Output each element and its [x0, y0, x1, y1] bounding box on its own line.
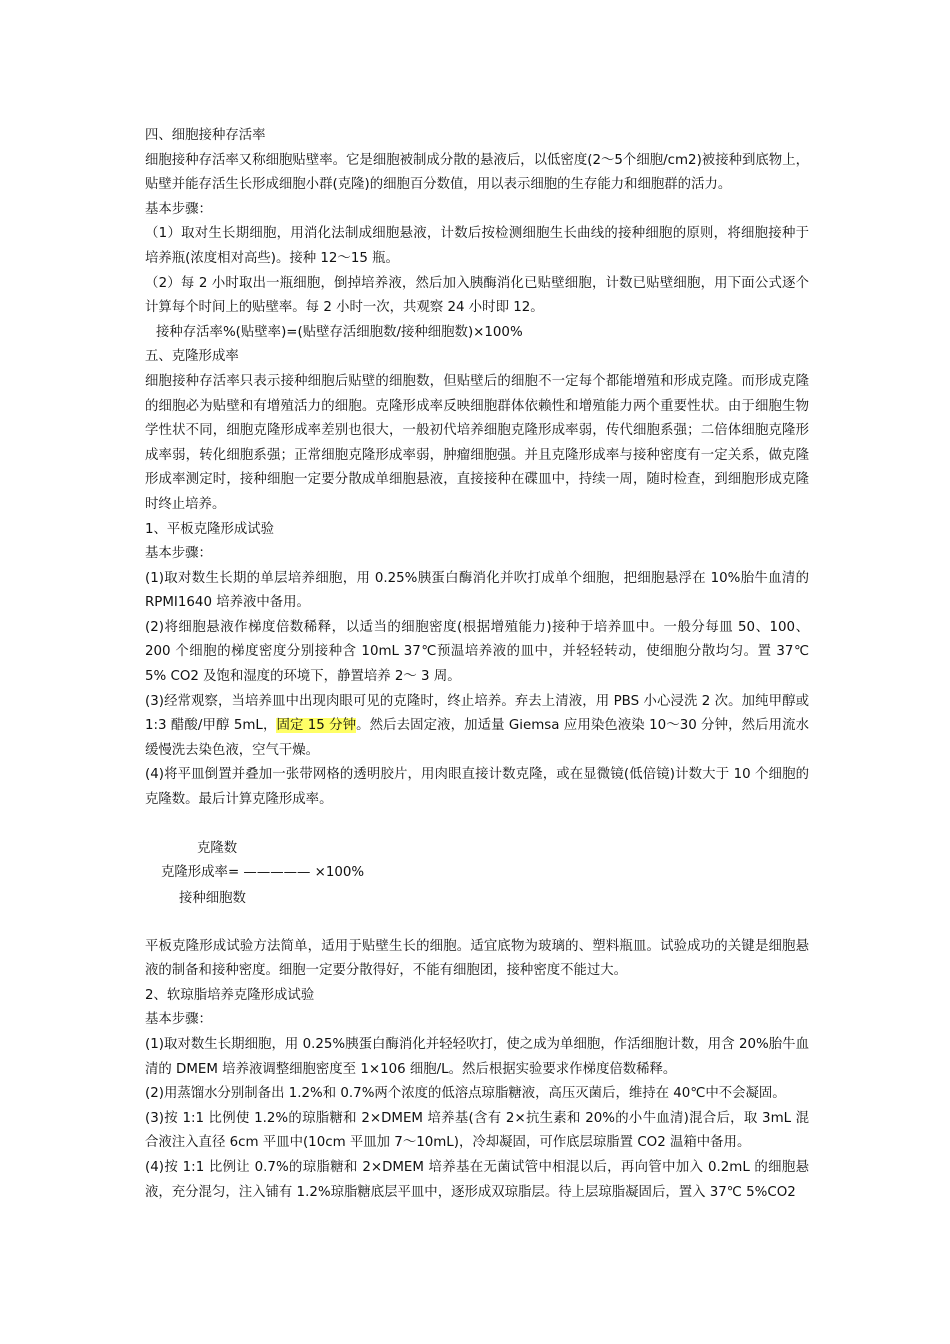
- steps-label: 基本步骤：: [145, 1012, 212, 1028]
- subsection-heading: 2、软琼脂培养克隆形成试验: [145, 987, 315, 1003]
- formula-numerator: 克隆数: [197, 840, 238, 856]
- steps-label: 基本步骤：: [145, 546, 212, 562]
- step-text: 。然后去固定液，加适量 Giemsa 应用染色液染 10～30 分钟，然后用流水缓慢洗去染色液，空气干燥。: [145, 718, 809, 758]
- step-paragraph: (1)取对数生长期细胞，用 0.25%胰蛋白酶消化并轻轻吹打，使之成为单细胞，作活细胞计数，用含 20%胎牛血清的 DMEM 培养液调整细胞密度至 1×106 细胞/L。然后根据实验要求作梯度倍数稀释。: [145, 1037, 809, 1077]
- paragraph: 细胞接种存活率只表示接种细胞后贴壁的细胞数，但贴壁后的细胞不一定每个都能增殖和形成克隆。而形成克隆的细胞必为贴壁和有增殖活力的细胞。克隆形成率反映细胞群体依赖性和增殖能力两个重要性状。由于细胞生物学性状不同，细胞克隆形成率差别也很大，一般初代培养细胞克隆形成率弱，传代细胞系强；二倍体细胞克隆形成率弱，转化细胞系强；正常细胞克隆形成率弱，肿瘤细胞强。并且克隆形成率与接种密度有一定关系，做克隆形成率测定时，接种细胞一定要分散成单细胞悬液，直接接种在碟皿中，持续一周，随时检查，到细胞形成克隆时终止培养。: [145, 373, 809, 512]
- step-paragraph: (4)将平皿倒置并叠加一张带网格的透明胶片，用肉眼直接计数克隆，或在显微镜(低倍镜)计数大于 10 个细胞的克隆数。最后计算克隆形成率。: [145, 767, 809, 808]
- formula-denominator: 接种细胞数: [179, 890, 246, 906]
- document-body: [145, 124, 809, 1205]
- step-paragraph: (2)将细胞悬液作梯度倍数稀释，以适当的细胞密度(根据增殖能力)接种于培养皿中。一般分每皿 50、100、200 个细胞的梯度密度分别接种含 10mL 37℃预温培养液的皿中，并轻轻转动，使细胞分散均匀。置 37℃ 5% CO2 及饱和湿度的环境下，静置培养 2～ 3 周。: [145, 619, 809, 685]
- steps-label: 基本步骤：: [145, 201, 212, 217]
- fraction-formula: [145, 837, 809, 935]
- step-paragraph: [145, 690, 809, 764]
- step-paragraph: （1）取对生长期细胞，用消化法制成细胞悬液，计数后按检测细胞生长曲线的接种细胞的原则，将细胞接种于培养瓶(浓度相对高些)。接种 12～15 瓶。: [145, 226, 809, 266]
- formula-line: 接种存活率%(贴壁率)=(贴壁存活细胞数/接种细胞数)×100%: [156, 324, 523, 340]
- step-paragraph: (2)用蒸馏水分别制备出 1.2%和 0.7%两个浓度的低溶点琼脂糖液，高压灭菌后，维持在 40℃中不会凝固。: [145, 1086, 786, 1102]
- section-heading: 五、克隆形成率: [145, 349, 239, 365]
- subsection-heading: 1、平板克隆形成试验: [145, 521, 275, 537]
- step-paragraph: (1)取对数生长期的单层培养细胞，用 0.25%胰蛋白酶消化并吹打成单个细胞，把细胞悬浮在 10%胎牛血清的 RPMI1640 培养液中备用。: [145, 570, 809, 611]
- step-paragraph: (3)按 1:1 比例使 1.2%的琼脂糖和 2×DMEM 培养基(含有 2×抗生素和 20%的小牛血清)混合后，取 3mL 混合液注入直径 6cm 平皿中(10cm 平皿加 7～10mL)，冷却凝固，可作底层琼脂置 CO2 温箱中备用。: [145, 1110, 809, 1151]
- step-paragraph: （2）每 2 小时取出一瓶细胞，倒掉培养液，然后加入胰酶消化已贴壁细胞，计数已贴壁细胞，用下面公式逐个计算每个时间上的贴壁率。每 2 小时一次，共观察 24 小时即 12。: [145, 275, 809, 316]
- paragraph: 平板克隆形成试验方法简单，适用于贴壁生长的细胞。适宜底物为玻璃的、塑料瓶皿。试验成功的关键是细胞悬液的制备和接种密度。细胞一定要分散得好，不能有细胞团，接种密度不能过大。: [145, 938, 809, 979]
- step-text: (3)经常观察，当培养皿中出现肉眼可见的克隆时，终止培养。弃去上清液，用 PBS 小心浸洗 2 次。加纯甲醇或 1:3 醋酸/甲醇 5mL，: [145, 693, 809, 734]
- highlighted-text: 固定 15 分钟: [276, 718, 357, 734]
- paragraph: 细胞接种存活率又称细胞贴壁率。它是细胞被制成分散的悬液后，以低密度(2～5个细胞/cm2)被接种到底物上，贴壁并能存活生长形成细胞小群(克隆)的细胞百分数值，用以表示细胞的生存能力和细胞群的活力。: [145, 152, 809, 193]
- section-heading: 四、细胞接种存活率: [145, 128, 266, 143]
- step-paragraph: (4)按 1:1 比例让 0.7%的琼脂糖和 2×DMEM 培养基在无菌试管中相混以后，再向管中加入 0.2mL 的细胞悬液，充分混匀，注入铺有 1.2%琼脂糖底层平皿中，逐形成双琼脂层。待上层琼脂凝固后，置入 37℃ 5%CO2: [145, 1159, 809, 1200]
- spacer: [145, 813, 809, 837]
- formula-main: 克隆形成率= ————— ×100%: [161, 864, 365, 880]
